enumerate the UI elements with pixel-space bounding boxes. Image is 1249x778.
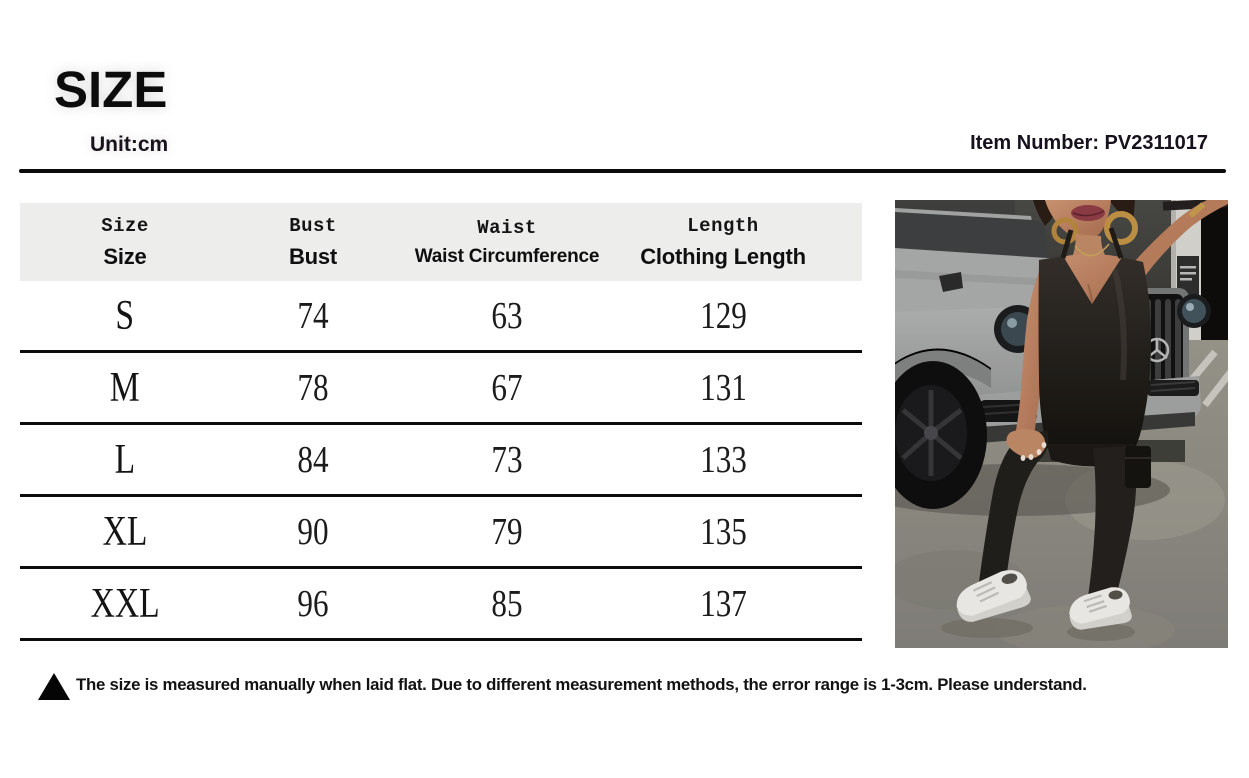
header-cell-waist [396,215,618,270]
warning-triangle-icon [38,673,70,700]
length-cell: 137 [699,582,747,625]
header-size-top: Size [101,214,149,237]
header-bust-top: Bust [289,214,337,237]
header-waist-top: Waist [477,216,537,239]
length-cell: 135 [699,510,747,553]
size-cell: XL [102,508,148,555]
waist-cell: 63 [491,294,523,337]
table-header-row [20,203,862,281]
size-cell: S [115,292,135,339]
waist-cell: 79 [491,510,523,553]
unit-label: Unit:cm [90,133,169,156]
bust-cell: 78 [297,366,329,409]
header-divider [19,169,1226,173]
bust-cell: 84 [297,438,329,481]
size-cell: XXL [90,580,160,627]
table-row-l [20,425,862,497]
length-cell: 131 [699,366,747,409]
length-cell: 129 [699,294,747,337]
product-photo [895,200,1228,648]
bust-cell: 74 [297,294,329,337]
size-table [20,203,862,641]
header-waist-bottom: Waist Circumference [414,245,600,267]
item-number: Item Number: PV2311017 [970,132,1208,154]
bust-cell: 90 [297,510,329,553]
table-row-xxl [20,569,862,641]
header-cell-length [618,215,828,270]
product-photo-illustration [895,200,1228,648]
footnote [38,670,1087,700]
length-cell: 133 [699,438,747,481]
header-size-bottom: Size [103,243,147,269]
waist-cell: 73 [491,438,523,481]
header-cell-size [20,215,230,270]
bust-cell: 96 [297,582,329,625]
footnote-text: The size is measured manually when laid flat. Due to different measurement methods, the error range is 1-3cm. Please understand. [76,675,1087,694]
header-length-top: Length [687,214,759,237]
table-row-s [20,281,862,353]
size-cell: M [110,364,140,411]
header-bust-bottom: Bust [288,243,338,269]
waist-cell: 67 [491,366,523,409]
waist-cell: 85 [491,582,523,625]
header-length-bottom: Clothing Length [640,243,806,269]
table-row-m [20,353,862,425]
header-cell-bust [230,215,396,270]
page-title: SIZE [54,61,168,118]
size-cell: L [114,436,136,483]
table-row-xl [20,497,862,569]
